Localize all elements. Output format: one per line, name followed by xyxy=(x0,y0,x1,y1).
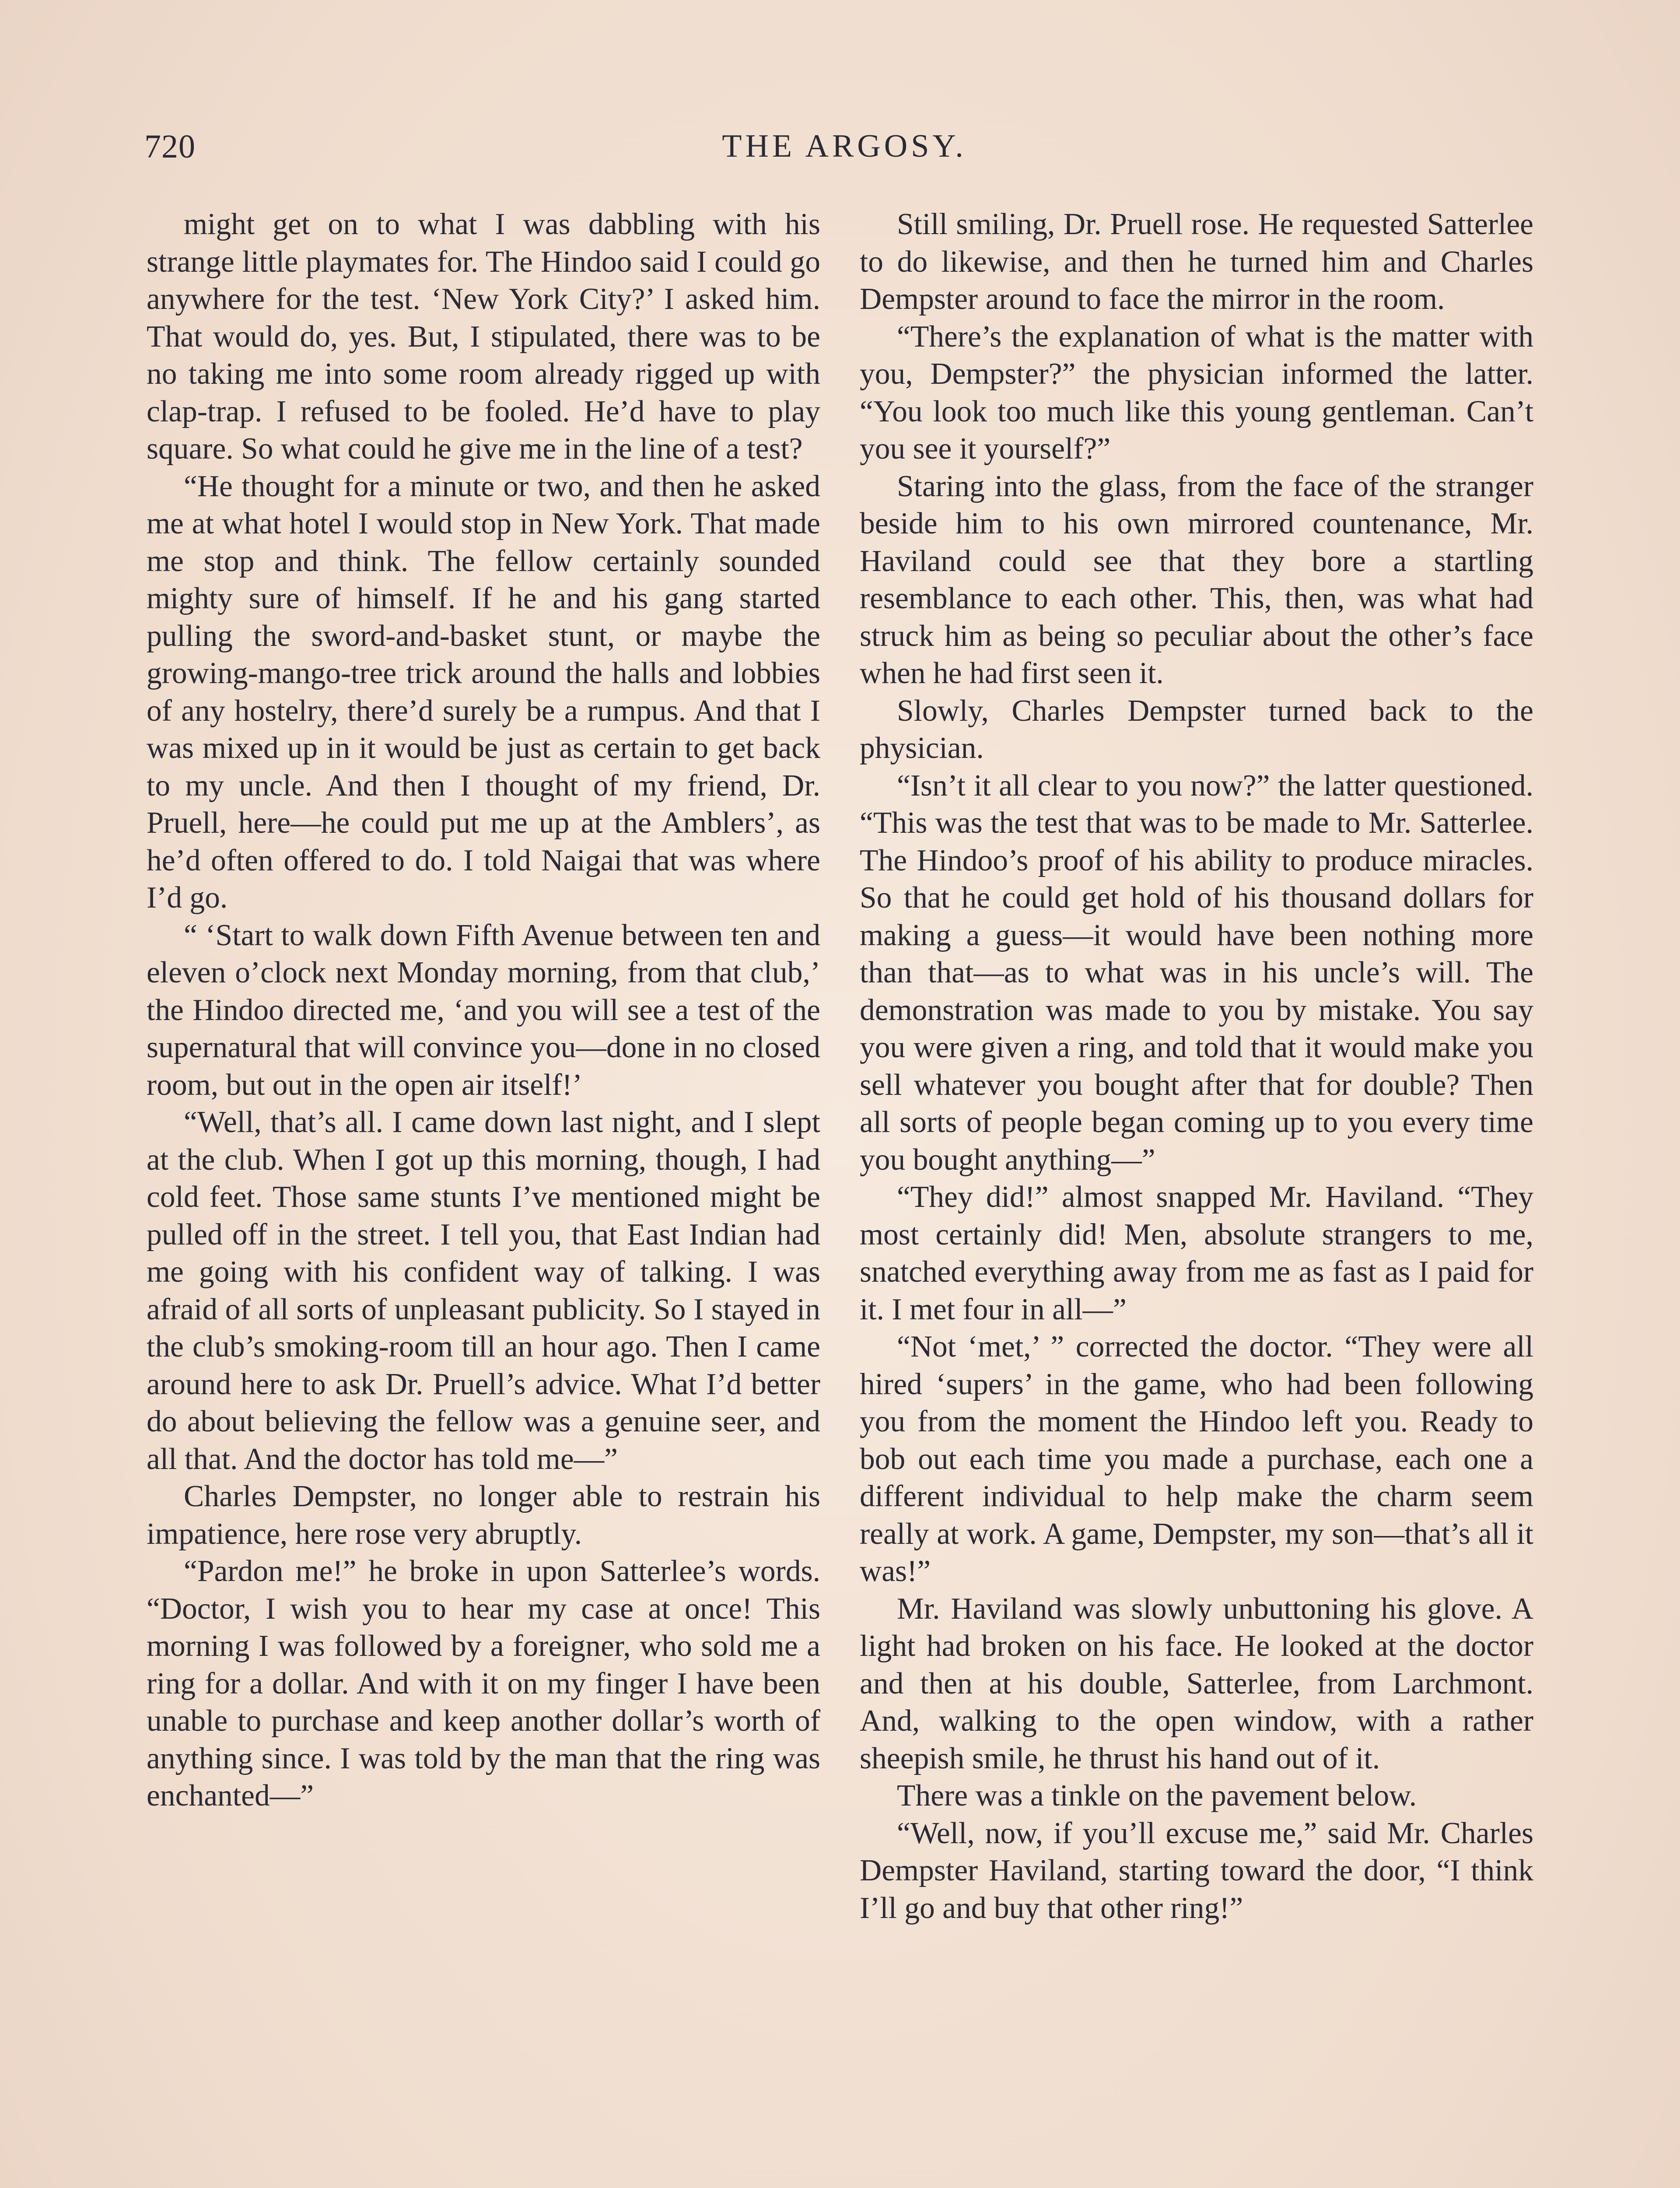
paragraph: “He thought for a minute or two, and then he asked me at what hotel I would stop in New York. That made me stop and think. The fellow certainly sounded mighty sure of himself. If he and his gang started pulling the sword-and-basket stunt, or maybe the growing-mango-tree trick around the halls and lobbies of any hostelry, there’d surely be a rumpus. And that I was mixed up in it would be just as certain to get back to my uncle. And then I thought of my friend, Dr. Pruell, here—he could put me up at the Amblers’, as he’d often offered to do. I told Naigai that was where I’d go. xyxy=(147,469,820,915)
paragraph: Still smiling, Dr. Pruell rose. He requested Satterlee to do likewise, and then he turned him and Charles Dempster around to face the mirror in the room. xyxy=(860,207,1533,316)
paragraph: “Pardon me!” he broke in upon Satterlee’s words. “Doctor, I wish you to hear my case at once! This morning I was followed by a foreigner, who sold me a ring for a dollar. And with it on my finger I have been unable to purchase and keep another dollar’s worth of anything since. I was told by the man that the ring was enchanted—” xyxy=(147,1554,820,1813)
paragraph: “ ‘Start to walk down Fifth Avenue between ten and eleven o’clock next Monday morning, from that club,’ the Hindoo directed me, ‘and you will see a test of the supernatural that will convince you—done in no closed room, but out in the open air itself!’ xyxy=(147,918,820,1102)
paragraph: Slowly, Charles Dempster turned back to the physician. xyxy=(860,694,1533,765)
running-title: THE ARGOSY. xyxy=(722,128,967,164)
paragraph: “Not ‘met,’ ” corrected the doctor. “They were all hired ‘supers’ in the game, who had been following you from the moment the Hindoo left you. Ready to bob out each time you made a purchase, each one a different individual to help make the charm seem really at work. A game, Dempster, my son—that’s all it was!” xyxy=(860,1330,1533,1588)
paragraph: might get on to what I was dabbling with his strange little playmates for. The Hindoo said I could go anywhere for the test. ‘New York City?’ I asked him. That would do, yes. But, I stipulated, there was to be no taking me into some room already rigged up with clap-trap. I refused to be fooled. He’d have to play square. So what could he give me in the line of a test? xyxy=(147,207,820,466)
paragraph: “Well, now, if you’ll excuse me,” said Mr. Charles Dempster Haviland, starting toward the door, “I think I’ll go and buy that other ring!” xyxy=(860,1816,1533,1925)
paragraph: “Well, that’s all. I came down last night, and I slept at the club. When I got up this morning, though, I had cold feet. Those same stunts I’ve mentioned might be pulled off in the street. I tell you, that East Indian had me going with his confident way of talking. I was afraid of all sorts of unpleasant publicity. So I stayed in the club’s smoking-room till an hour ago. Then I came around here to ask Dr. Pruell’s advice. What I’d better do about believing the fellow was a genuine seer, and all that. And the doctor has told me—” xyxy=(147,1105,820,1476)
paragraph: Charles Dempster, no longer able to restrain his impatience, here rose very abruptly. xyxy=(147,1480,820,1551)
page-header xyxy=(144,128,1544,180)
left-column xyxy=(147,206,820,1815)
right-column xyxy=(860,206,1533,1927)
paragraph: “There’s the explanation of what is the matter with you, Dempster?” the physician informed the latter. “You look too much like this young gentleman. Can’t you see it yourself?” xyxy=(860,319,1533,466)
page-number: 720 xyxy=(144,128,196,165)
paragraph: Mr. Haviland was slowly unbuttoning his glove. A light had broken on his face. He looked at the doctor and then at his double, Satterlee, from Larchmont. And, walking to the open window, with a rather sheepish smile, he thrust his hand out of it. xyxy=(860,1592,1533,1775)
paragraph: Staring into the glass, from the face of the stranger beside him to his own mirrored countenance, Mr. Haviland could see that they bore a startling resemblance to each other. This, then, was what had struck him as being so peculiar about the other’s face when he had first seen it. xyxy=(860,469,1533,690)
paragraph: There was a tinkle on the pavement below. xyxy=(897,1779,1417,1813)
paragraph: “Isn’t it all clear to you now?” the latter questioned. “This was the test that was to be made to Mr. Satterlee. The Hindoo’s proof of his ability to produce miracles. So that he could get hold of his thousand dollars for making a guess—it would have been nothing more than that—as to what was in his uncle’s will. The demonstration was made to you by mistake. You say you were given a ring, and told that it would make you sell whatever you bought after that for double? Then all sorts of people began coming up to you every time you bought anything—” xyxy=(860,768,1533,1177)
paragraph: “They did!” almost snapped Mr. Haviland. “They most certainly did! Men, absolute strangers to me, snatched everything away from me as fast as I paid for it. I met four in all—” xyxy=(860,1180,1533,1326)
